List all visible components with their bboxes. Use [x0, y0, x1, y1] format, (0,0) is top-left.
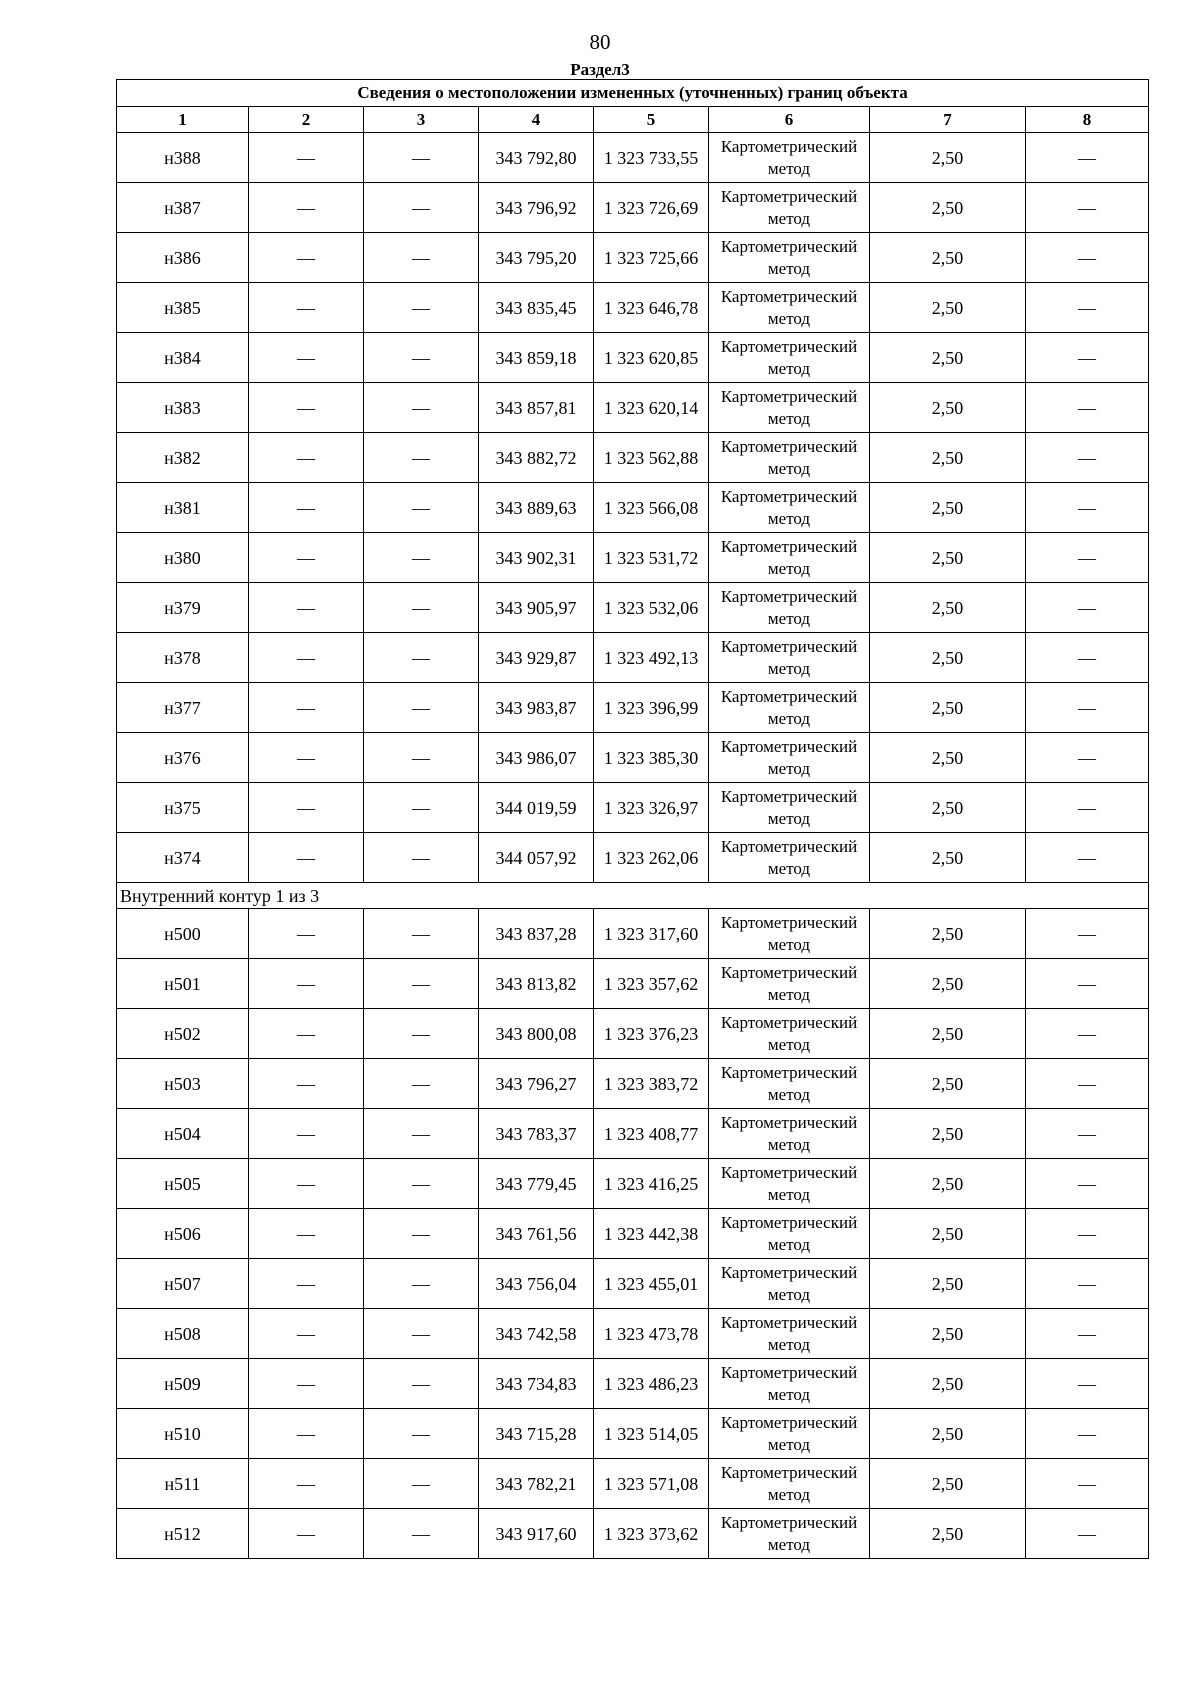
table-row	[117, 533, 1149, 583]
value-col-2: —	[249, 1059, 364, 1109]
method: Картометрический метод	[709, 1159, 870, 1209]
coordinate-x: 343 782,21	[479, 1459, 594, 1509]
value-col-2: —	[249, 1109, 364, 1159]
coordinate-x: 344 057,92	[479, 833, 594, 883]
value-col-3: —	[364, 959, 479, 1009]
value-col-2: —	[249, 333, 364, 383]
table-row	[117, 183, 1149, 233]
point-name: н507	[117, 1259, 249, 1309]
value-col-8: —	[1026, 383, 1149, 433]
value-col-8: —	[1026, 1459, 1149, 1509]
point-name: н509	[117, 1359, 249, 1409]
table-row	[117, 383, 1149, 433]
table-row	[117, 1109, 1149, 1159]
value-col-8: —	[1026, 283, 1149, 333]
method: Картометрический метод	[709, 583, 870, 633]
column-number: 1	[117, 107, 249, 133]
accuracy: 2,50	[870, 283, 1026, 333]
value-col-2: —	[249, 833, 364, 883]
point-name: н503	[117, 1059, 249, 1109]
column-number: 4	[479, 107, 594, 133]
value-col-3: —	[364, 583, 479, 633]
value-col-2: —	[249, 1509, 364, 1559]
table-row	[117, 1209, 1149, 1259]
value-col-3: —	[364, 283, 479, 333]
value-col-3: —	[364, 1209, 479, 1259]
value-col-2: —	[249, 433, 364, 483]
table-row	[117, 1309, 1149, 1359]
section-title: Раздел3	[570, 60, 630, 79]
value-col-3: —	[364, 833, 479, 883]
coordinate-y: 1 323 726,69	[594, 183, 709, 233]
table-row	[117, 1009, 1149, 1059]
coordinate-x: 343 715,28	[479, 1409, 594, 1459]
point-name: н502	[117, 1009, 249, 1059]
method: Картометрический метод	[709, 283, 870, 333]
coordinate-x: 343 779,45	[479, 1159, 594, 1209]
method: Картометрический метод	[709, 633, 870, 683]
table-row	[117, 733, 1149, 783]
method: Картометрический метод	[709, 959, 870, 1009]
accuracy: 2,50	[870, 1209, 1026, 1259]
point-name: н500	[117, 909, 249, 959]
coordinate-x: 343 761,56	[479, 1209, 594, 1259]
value-col-2: —	[249, 283, 364, 333]
value-col-2: —	[249, 783, 364, 833]
contour-header-row	[117, 883, 1149, 909]
value-col-3: —	[364, 1259, 479, 1309]
value-col-8: —	[1026, 433, 1149, 483]
value-col-8: —	[1026, 1359, 1149, 1409]
coordinate-y: 1 323 455,01	[594, 1259, 709, 1309]
coordinate-y: 1 323 317,60	[594, 909, 709, 959]
method: Картометрический метод	[709, 1359, 870, 1409]
coordinate-y: 1 323 383,72	[594, 1059, 709, 1109]
accuracy: 2,50	[870, 1459, 1026, 1509]
value-col-3: —	[364, 1309, 479, 1359]
point-name: н380	[117, 533, 249, 583]
value-col-3: —	[364, 633, 479, 683]
coordinate-x: 343 986,07	[479, 733, 594, 783]
value-col-3: —	[364, 1509, 479, 1559]
point-name: н381	[117, 483, 249, 533]
value-col-2: —	[249, 1009, 364, 1059]
method: Картометрический метод	[709, 133, 870, 183]
accuracy: 2,50	[870, 1359, 1026, 1409]
coordinate-y: 1 323 620,85	[594, 333, 709, 383]
table-row	[117, 909, 1149, 959]
coordinate-x: 343 882,72	[479, 433, 594, 483]
table-row	[117, 283, 1149, 333]
point-name: н512	[117, 1509, 249, 1559]
accuracy: 2,50	[870, 1059, 1026, 1109]
value-col-2: —	[249, 633, 364, 683]
method: Картометрический метод	[709, 1259, 870, 1309]
table-row	[117, 633, 1149, 683]
value-col-8: —	[1026, 783, 1149, 833]
coordinate-x: 343 742,58	[479, 1309, 594, 1359]
value-col-8: —	[1026, 833, 1149, 883]
value-col-3: —	[364, 533, 479, 583]
value-col-2: —	[249, 1259, 364, 1309]
value-col-2: —	[249, 383, 364, 433]
coordinate-y: 1 323 416,25	[594, 1159, 709, 1209]
value-col-2: —	[249, 1459, 364, 1509]
coordinate-x: 343 983,87	[479, 683, 594, 733]
point-name: н383	[117, 383, 249, 433]
table-body	[117, 133, 1149, 1559]
point-name: н376	[117, 733, 249, 783]
accuracy: 2,50	[870, 433, 1026, 483]
coordinate-y: 1 323 442,38	[594, 1209, 709, 1259]
coordinate-x: 343 796,92	[479, 183, 594, 233]
contour-label: Внутренний контур 1 из 3	[117, 883, 1149, 909]
coordinate-y: 1 323 531,72	[594, 533, 709, 583]
table-row	[117, 959, 1149, 1009]
method: Картометрический метод	[709, 1459, 870, 1509]
table-row	[117, 233, 1149, 283]
coordinate-y: 1 323 571,08	[594, 1459, 709, 1509]
coordinate-y: 1 323 262,06	[594, 833, 709, 883]
value-col-3: —	[364, 1059, 479, 1109]
column-number: 6	[709, 107, 870, 133]
table-row	[117, 583, 1149, 633]
value-col-8: —	[1026, 1009, 1149, 1059]
value-col-8: —	[1026, 333, 1149, 383]
value-col-8: —	[1026, 1509, 1149, 1559]
method: Картометрический метод	[709, 183, 870, 233]
table-row	[117, 483, 1149, 533]
point-name: н384	[117, 333, 249, 383]
point-name: н504	[117, 1109, 249, 1159]
coordinate-x: 343 783,37	[479, 1109, 594, 1159]
accuracy: 2,50	[870, 1159, 1026, 1209]
coordinate-y: 1 323 408,77	[594, 1109, 709, 1159]
table-row	[117, 1259, 1149, 1309]
point-name: н505	[117, 1159, 249, 1209]
table-row	[117, 783, 1149, 833]
value-col-3: —	[364, 783, 479, 833]
point-name: н508	[117, 1309, 249, 1359]
method: Картометрический метод	[709, 333, 870, 383]
column-number: 3	[364, 107, 479, 133]
coordinate-y: 1 323 492,13	[594, 633, 709, 683]
method: Картометрический метод	[709, 1109, 870, 1159]
coordinate-x: 343 837,28	[479, 909, 594, 959]
value-col-8: —	[1026, 1109, 1149, 1159]
table-row	[117, 1159, 1149, 1209]
point-name: н388	[117, 133, 249, 183]
coordinate-x: 343 889,63	[479, 483, 594, 533]
value-col-2: —	[249, 959, 364, 1009]
value-col-8: —	[1026, 733, 1149, 783]
coordinate-y: 1 323 646,78	[594, 283, 709, 333]
value-col-2: —	[249, 583, 364, 633]
coordinate-x: 343 800,08	[479, 1009, 594, 1059]
value-col-3: —	[364, 1159, 479, 1209]
accuracy: 2,50	[870, 1309, 1026, 1359]
accuracy: 2,50	[870, 1259, 1026, 1309]
method: Картометрический метод	[709, 433, 870, 483]
table-row	[117, 1409, 1149, 1459]
value-col-8: —	[1026, 533, 1149, 583]
table-row	[117, 833, 1149, 883]
coordinate-y: 1 323 566,08	[594, 483, 709, 533]
point-name: н385	[117, 283, 249, 333]
coordinate-x: 343 929,87	[479, 633, 594, 683]
method: Картометрический метод	[709, 1309, 870, 1359]
coordinate-y: 1 323 373,62	[594, 1509, 709, 1559]
method: Картометрический метод	[709, 1209, 870, 1259]
value-col-8: —	[1026, 233, 1149, 283]
boundary-coordinates-table	[116, 79, 1149, 1559]
coordinate-y: 1 323 733,55	[594, 133, 709, 183]
coordinate-y: 1 323 326,97	[594, 783, 709, 833]
value-col-3: —	[364, 1359, 479, 1409]
method: Картометрический метод	[709, 1059, 870, 1109]
table-caption-row	[117, 80, 1149, 107]
coordinate-y: 1 323 514,05	[594, 1409, 709, 1459]
value-col-2: —	[249, 683, 364, 733]
value-col-2: —	[249, 133, 364, 183]
table-row	[117, 1509, 1149, 1559]
table-row	[117, 433, 1149, 483]
coordinate-y: 1 323 473,78	[594, 1309, 709, 1359]
method: Картометрический метод	[709, 1009, 870, 1059]
method: Картометрический метод	[709, 1409, 870, 1459]
coordinate-x: 343 792,80	[479, 133, 594, 183]
coordinate-x: 343 859,18	[479, 333, 594, 383]
coordinate-x: 343 796,27	[479, 1059, 594, 1109]
value-col-3: —	[364, 183, 479, 233]
accuracy: 2,50	[870, 1509, 1026, 1559]
value-col-3: —	[364, 433, 479, 483]
accuracy: 2,50	[870, 1109, 1026, 1159]
coordinate-y: 1 323 385,30	[594, 733, 709, 783]
coordinate-y: 1 323 620,14	[594, 383, 709, 433]
value-col-3: —	[364, 233, 479, 283]
point-name: н375	[117, 783, 249, 833]
accuracy: 2,50	[870, 133, 1026, 183]
column-number-row	[117, 107, 1149, 133]
value-col-8: —	[1026, 1209, 1149, 1259]
method: Картометрический метод	[709, 783, 870, 833]
accuracy: 2,50	[870, 909, 1026, 959]
table-row	[117, 683, 1149, 733]
coordinate-y: 1 323 376,23	[594, 1009, 709, 1059]
accuracy: 2,50	[870, 583, 1026, 633]
coordinate-x: 343 917,60	[479, 1509, 594, 1559]
point-name: н378	[117, 633, 249, 683]
value-col-8: —	[1026, 133, 1149, 183]
method: Картометрический метод	[709, 383, 870, 433]
value-col-8: —	[1026, 1309, 1149, 1359]
method: Картометрический метод	[709, 233, 870, 283]
value-col-3: —	[364, 333, 479, 383]
point-name: н387	[117, 183, 249, 233]
method: Картометрический метод	[709, 683, 870, 733]
coordinate-x: 343 795,20	[479, 233, 594, 283]
value-col-8: —	[1026, 483, 1149, 533]
column-number: 5	[594, 107, 709, 133]
coordinate-y: 1 323 725,66	[594, 233, 709, 283]
method: Картометрический метод	[709, 909, 870, 959]
accuracy: 2,50	[870, 683, 1026, 733]
point-name: н511	[117, 1459, 249, 1509]
table-row	[117, 133, 1149, 183]
point-name: н510	[117, 1409, 249, 1459]
coordinate-x: 343 813,82	[479, 959, 594, 1009]
value-col-2: —	[249, 1359, 364, 1409]
value-col-8: —	[1026, 1059, 1149, 1109]
value-col-2: —	[249, 1159, 364, 1209]
point-name: н377	[117, 683, 249, 733]
coordinate-y: 1 323 532,06	[594, 583, 709, 633]
value-col-2: —	[249, 483, 364, 533]
method: Картометрический метод	[709, 1509, 870, 1559]
accuracy: 2,50	[870, 233, 1026, 283]
coordinate-y: 1 323 562,88	[594, 433, 709, 483]
table-row	[117, 333, 1149, 383]
accuracy: 2,50	[870, 1409, 1026, 1459]
value-col-3: —	[364, 733, 479, 783]
value-col-8: —	[1026, 909, 1149, 959]
point-name: н379	[117, 583, 249, 633]
value-col-3: —	[364, 483, 479, 533]
value-col-3: —	[364, 1409, 479, 1459]
table-caption: Сведения о местоположении измененных (уточненных) границ объекта	[117, 80, 1149, 107]
method: Картометрический метод	[709, 533, 870, 583]
accuracy: 2,50	[870, 783, 1026, 833]
coordinate-x: 343 857,81	[479, 383, 594, 433]
coordinate-x: 343 905,97	[479, 583, 594, 633]
value-col-8: —	[1026, 183, 1149, 233]
value-col-3: —	[364, 683, 479, 733]
accuracy: 2,50	[870, 333, 1026, 383]
point-name: н374	[117, 833, 249, 883]
coordinate-x: 344 019,59	[479, 783, 594, 833]
point-name: н386	[117, 233, 249, 283]
column-number: 2	[249, 107, 364, 133]
coordinate-x: 343 835,45	[479, 283, 594, 333]
coordinate-y: 1 323 486,23	[594, 1359, 709, 1409]
column-number: 7	[870, 107, 1026, 133]
value-col-2: —	[249, 533, 364, 583]
point-name: н382	[117, 433, 249, 483]
value-col-2: —	[249, 733, 364, 783]
value-col-2: —	[249, 233, 364, 283]
value-col-3: —	[364, 383, 479, 433]
method: Картометрический метод	[709, 733, 870, 783]
value-col-8: —	[1026, 583, 1149, 633]
accuracy: 2,50	[870, 483, 1026, 533]
coordinate-x: 343 734,83	[479, 1359, 594, 1409]
value-col-2: —	[249, 909, 364, 959]
value-col-2: —	[249, 1209, 364, 1259]
method: Картометрический метод	[709, 833, 870, 883]
column-number: 8	[1026, 107, 1149, 133]
value-col-8: —	[1026, 683, 1149, 733]
table-row	[117, 1359, 1149, 1409]
value-col-3: —	[364, 909, 479, 959]
coordinate-x: 343 902,31	[479, 533, 594, 583]
coordinate-y: 1 323 396,99	[594, 683, 709, 733]
accuracy: 2,50	[870, 633, 1026, 683]
point-name: н506	[117, 1209, 249, 1259]
point-name: н501	[117, 959, 249, 1009]
accuracy: 2,50	[870, 833, 1026, 883]
value-col-8: —	[1026, 633, 1149, 683]
value-col-2: —	[249, 1409, 364, 1459]
accuracy: 2,50	[870, 1009, 1026, 1059]
value-col-3: —	[364, 1109, 479, 1159]
page-number: 80	[589, 30, 611, 54]
value-col-3: —	[364, 1459, 479, 1509]
value-col-3: —	[364, 133, 479, 183]
accuracy: 2,50	[870, 533, 1026, 583]
method: Картометрический метод	[709, 483, 870, 533]
table-row	[117, 1459, 1149, 1509]
coordinate-x: 343 756,04	[479, 1259, 594, 1309]
value-col-8: —	[1026, 1159, 1149, 1209]
accuracy: 2,50	[870, 383, 1026, 433]
value-col-3: —	[364, 1009, 479, 1059]
value-col-8: —	[1026, 1259, 1149, 1309]
table-row	[117, 1059, 1149, 1109]
accuracy: 2,50	[870, 733, 1026, 783]
value-col-8: —	[1026, 959, 1149, 1009]
accuracy: 2,50	[870, 183, 1026, 233]
value-col-2: —	[249, 183, 364, 233]
value-col-8: —	[1026, 1409, 1149, 1459]
accuracy: 2,50	[870, 959, 1026, 1009]
value-col-2: —	[249, 1309, 364, 1359]
coordinate-y: 1 323 357,62	[594, 959, 709, 1009]
